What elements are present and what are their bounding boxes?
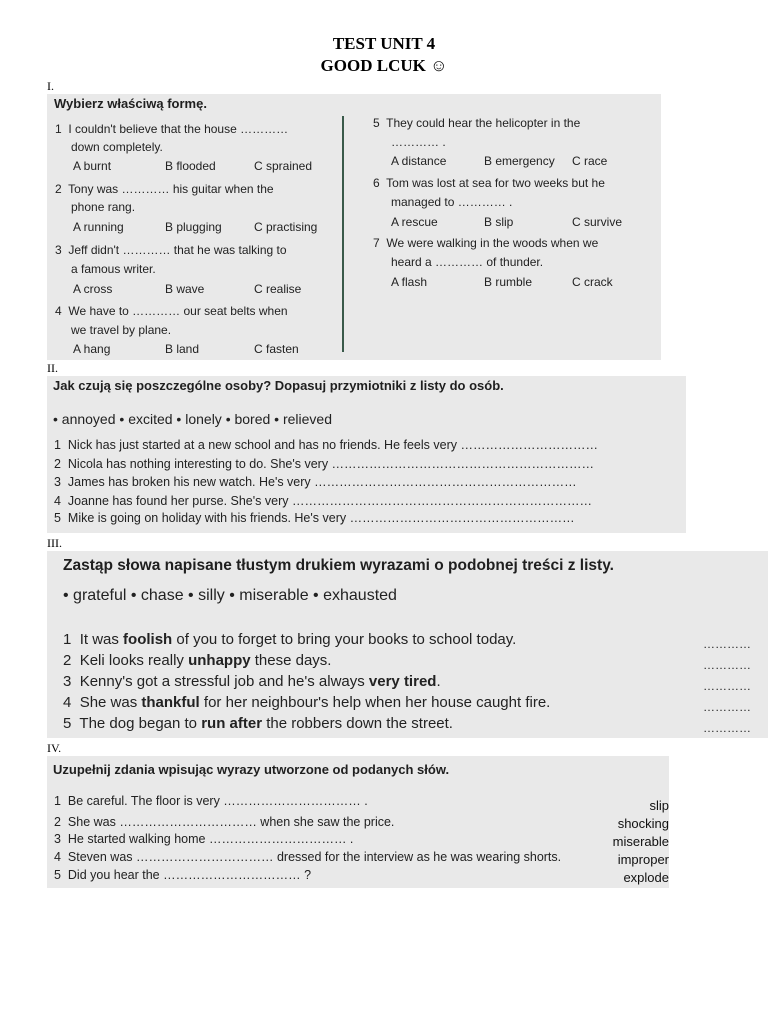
- section-4-number: IV.: [47, 741, 62, 755]
- section-3-instruction: Zastąp słowa napisane tłustym drukiem wyrazami o podobnej treści z listy.: [63, 557, 614, 574]
- option-c: C sprained: [254, 159, 313, 173]
- question-4-text: We have to ………… our seat belts when: [68, 304, 288, 318]
- option-b: B emergency: [484, 154, 555, 168]
- section-2-number: II.: [47, 361, 58, 375]
- base-word: shocking: [617, 816, 669, 831]
- question-6-text: Tom was lost at sea for two weeks but he: [386, 176, 605, 190]
- section-4-word-column: [613, 798, 669, 888]
- option-b: B rumble: [484, 275, 533, 289]
- option-b: B flooded: [165, 159, 216, 173]
- question-6-text-cont: managed to ………… .: [391, 195, 513, 209]
- section-4-exercise: [47, 756, 669, 888]
- option-a: A rescue: [391, 215, 438, 229]
- option-a: A cross: [73, 282, 113, 296]
- page-subtitle: [0, 56, 768, 76]
- section-1-number: I.: [47, 79, 54, 93]
- subtitle-text: GOOD LCUK: [320, 56, 426, 75]
- option-a: A burnt: [73, 159, 112, 173]
- option-c: C practising: [254, 220, 318, 234]
- option-b: B wave: [165, 282, 205, 296]
- question-1-text-cont: down completely.: [71, 140, 163, 154]
- section-1-exercise: Wybierz właściwą formę. 1 I couldn't believe that the house ………… down completely. A burnt B flooded C sprained 2 Tony was ………… his guitar when the phone rang. A running B plugging C practising 3 Jeff didn't ………… that he was talking to a famous writer. A cross B wave C realise 4 We have to ………… our seat belts when we travel by plane. A hang B land C fasten 5 They could hear the helicopter in the ………… . A distance B emergency C race 6 Tom was lost at sea for two weeks but he managed to ………… . A rescue B slip C survive 7 We were walking in the woods when we heard a ………… of thunder. A flash B rumble C crack: [47, 94, 661, 360]
- option-c: C fasten: [254, 342, 299, 356]
- answer-blank: …………: [703, 637, 751, 651]
- option-b: B land: [165, 342, 200, 356]
- section-2-word-list: • annoyed • excited • lonely • bored • relieved: [53, 411, 333, 427]
- section-3-word-list: • grateful • chase • silly • miserable • exhausted: [63, 587, 397, 604]
- question-3-text-cont: a famous writer.: [71, 262, 156, 276]
- question-3-text: Jeff didn't ………… that he was talking to: [68, 243, 287, 257]
- list-item: 3 He started walking home …………………………… .: [54, 832, 354, 846]
- option-a: A distance: [391, 154, 447, 168]
- list-item: 5 The dog began to run after the robbers down the street.: [63, 715, 453, 732]
- list-item: 3 James has broken his new watch. He's very ………………………………………………………: [54, 475, 577, 489]
- option-a: A flash: [391, 275, 428, 289]
- question-2-text: Tony was ………… his guitar when the: [68, 182, 274, 196]
- list-item: 2 Nicola has nothing interesting to do. She's very ………………………………………………………: [54, 457, 595, 471]
- list-item: 1 It was foolish of you to forget to bring your books to school today.: [63, 631, 517, 648]
- page-title: TEST UNIT 4: [332, 34, 436, 53]
- question-7-text: We were walking in the woods when we: [386, 236, 599, 250]
- option-c: C race: [572, 154, 608, 168]
- option-b: B plugging: [165, 220, 222, 234]
- list-item: 2 Keli looks really unhappy these days.: [63, 652, 332, 669]
- base-word: explode: [623, 870, 669, 885]
- column-divider: [342, 116, 344, 352]
- list-item: 5 Mike is going on holiday with his friends. He's very ………………………………………………: [54, 511, 575, 525]
- section-3-number: III.: [47, 536, 62, 550]
- answer-blank: …………: [703, 679, 751, 693]
- section-1-instruction: Wybierz właściwą formę.: [54, 96, 207, 111]
- option-a: A hang: [73, 342, 111, 356]
- base-word: improper: [617, 852, 669, 867]
- list-item: 4 Joanne has found her purse. She's very ………………………………………………………………: [54, 494, 592, 508]
- list-item: 4 Steven was …………………………… dressed for the interview as he was wearing shorts.: [54, 850, 562, 864]
- option-c: C crack: [572, 275, 613, 289]
- option-b: B slip: [484, 215, 514, 229]
- answer-blank: …………: [703, 700, 751, 714]
- section-3-exercise: [47, 551, 768, 738]
- list-item: 4 She was thankful for her neighbour's help when her house caught fire.: [63, 694, 551, 711]
- question-1-text: I couldn't believe that the house …………: [68, 122, 289, 136]
- section-4-instruction: Uzupełnij zdania wpisując wyrazy utworzone od podanych słów.: [53, 762, 450, 777]
- list-item: 3 Kenny's got a stressful job and he's always very tired.: [63, 673, 441, 690]
- base-word: miserable: [612, 834, 669, 849]
- answer-blank: …………: [703, 658, 751, 672]
- section-2-exercise: [47, 376, 686, 533]
- option-c: C survive: [572, 215, 623, 229]
- option-a: A running: [73, 220, 124, 234]
- answer-blank: …………: [703, 721, 751, 735]
- list-item: 5 Did you hear the …………………………… ?: [54, 868, 312, 882]
- section-2-instruction: Jak czują się poszczególne osoby? Dopasuj przymiotniki z listy do osób.: [53, 378, 504, 393]
- question-4-text-cont: we travel by plane.: [71, 323, 172, 337]
- list-item: 1 Nick has just started at a new school and has no friends. He feels very ……………………………: [54, 438, 598, 452]
- smiley-icon: ☺: [430, 56, 448, 75]
- question-7-text-cont: heard a ………… of thunder.: [391, 255, 544, 269]
- list-item: 1 Be careful. The floor is very …………………………… .: [54, 794, 368, 808]
- question-5-text-cont: ………… .: [391, 135, 446, 149]
- option-c: C realise: [254, 282, 302, 296]
- question-2-text-cont: phone rang.: [71, 200, 136, 214]
- list-item: 2 She was …………………………… when she saw the price.: [54, 815, 395, 829]
- base-word: slip: [649, 798, 669, 813]
- question-5-text: They could hear the helicopter in the: [386, 116, 581, 130]
